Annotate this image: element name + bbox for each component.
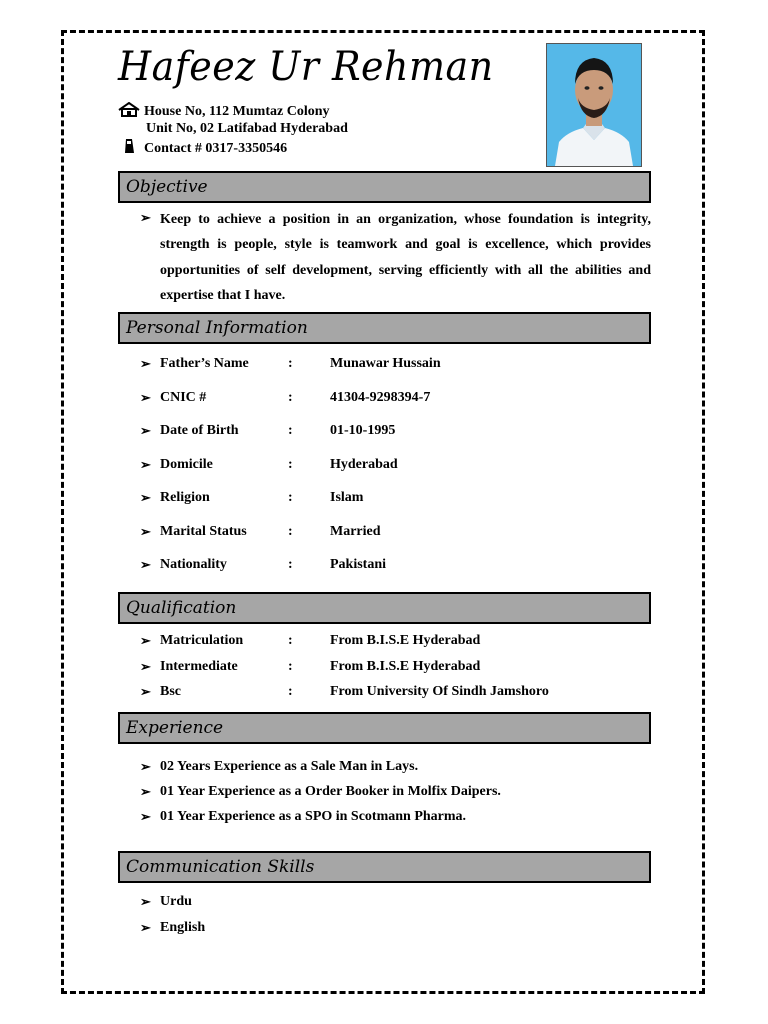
- qualification-label: Matriculation: [160, 633, 244, 648]
- list-item: [0, 759, 768, 779]
- list-item: [0, 684, 768, 704]
- language-text: Urdu: [160, 894, 192, 909]
- separator: :: [288, 524, 293, 539]
- section-header-objective: Objective: [118, 171, 651, 203]
- info-label: Date of Birth: [160, 423, 239, 438]
- experience-text: 01 Year Experience as a Order Booker in Molfix Daipers.: [160, 784, 501, 799]
- contact-text: Contact # 0317-3350546: [144, 141, 288, 156]
- bullet-icon: ➢: [140, 659, 151, 674]
- info-label: Father’s Name: [160, 356, 249, 371]
- list-item: [0, 784, 768, 804]
- bullet-icon: ➢: [140, 784, 151, 799]
- list-item: [0, 809, 768, 829]
- list-item: [0, 633, 768, 653]
- info-label: Religion: [160, 490, 210, 505]
- experience-text: 01 Year Experience as a SPO in Scotmann Pharma.: [160, 809, 467, 824]
- bullet-icon: ➢: [140, 390, 151, 405]
- separator: :: [288, 423, 293, 438]
- list-item: [0, 524, 768, 544]
- bullet-icon: ➢: [140, 457, 151, 472]
- qualification-value: From B.I.S.E Hyderabad: [330, 633, 481, 648]
- info-value: Islam: [330, 490, 364, 505]
- bullet-icon: ➢: [140, 490, 151, 505]
- section-header-communication-skills: Communication Skills: [118, 851, 651, 883]
- qualification-label: Bsc: [160, 684, 181, 699]
- info-value: 41304-9298394-7: [330, 390, 431, 405]
- bullet-icon: ➢: [140, 633, 151, 648]
- info-value: Married: [330, 524, 381, 539]
- bullet-icon: ➢: [140, 356, 151, 371]
- separator: :: [288, 457, 293, 472]
- separator: :: [288, 390, 293, 405]
- info-value: Pakistani: [330, 557, 387, 572]
- list-item: [0, 423, 768, 443]
- objective-text: Keep to achieve a position in an organization, whose foundation is integrity, strength is people, style is teamwork and goal is excellence, which provides opportunities of self development, serving efficiently with all the abilities and expertise that I have.: [160, 212, 651, 303]
- bullet-icon: ➢: [140, 524, 151, 539]
- info-label: CNIC #: [160, 390, 207, 405]
- list-item: [0, 920, 768, 940]
- separator: :: [288, 490, 293, 505]
- separator: :: [288, 659, 293, 674]
- list-item: [0, 894, 768, 914]
- house-icon: [118, 102, 140, 116]
- separator: :: [288, 684, 293, 699]
- bullet-icon: ➢: [140, 557, 151, 572]
- info-label: Nationality: [160, 557, 227, 572]
- section-header-qualification: Qualification: [118, 592, 651, 624]
- experience-text: 02 Years Experience as a Sale Man in Lays.: [160, 759, 419, 774]
- bullet-icon: ➢: [140, 423, 151, 438]
- list-item: [0, 557, 768, 577]
- qualification-value: From B.I.S.E Hyderabad: [330, 659, 481, 674]
- list-item: [0, 490, 768, 510]
- language-text: English: [160, 920, 206, 935]
- candidate-name: Hafeez Ur Rehman: [118, 44, 494, 90]
- info-label: Marital Status: [160, 524, 247, 539]
- section-header-experience: Experience: [118, 712, 651, 744]
- bullet-icon: ➢: [140, 809, 151, 824]
- qualification-value: From University Of Sindh Jamshoro: [330, 684, 549, 699]
- list-item: [0, 659, 768, 679]
- address-line-1: [118, 102, 330, 121]
- objective-bullet-icon: ➢: [140, 210, 151, 225]
- info-label: Domicile: [160, 457, 213, 472]
- info-value: Hyderabad: [330, 457, 398, 472]
- separator: :: [288, 356, 293, 371]
- list-item: [0, 356, 768, 376]
- qualification-label: Intermediate: [160, 659, 238, 674]
- address-line-1-text: House No, 112 Mumtaz Colony: [144, 104, 330, 119]
- list-item: [0, 390, 768, 410]
- separator: :: [288, 633, 293, 648]
- bullet-icon: ➢: [140, 684, 151, 699]
- contact-line: [118, 138, 287, 158]
- bullet-icon: ➢: [140, 920, 151, 935]
- mobile-phone-icon: [122, 138, 140, 152]
- section-header-personal-information: Personal Information: [118, 312, 651, 344]
- list-item: [0, 457, 768, 477]
- bullet-icon: ➢: [140, 894, 151, 909]
- address-line-2: Unit No, 02 Latifabad Hyderabad: [146, 121, 348, 136]
- separator: :: [288, 557, 293, 572]
- bullet-icon: ➢: [140, 759, 151, 774]
- info-value: Munawar Hussain: [330, 356, 441, 371]
- info-value: 01-10-1995: [330, 423, 396, 438]
- profile-photo: [546, 43, 642, 167]
